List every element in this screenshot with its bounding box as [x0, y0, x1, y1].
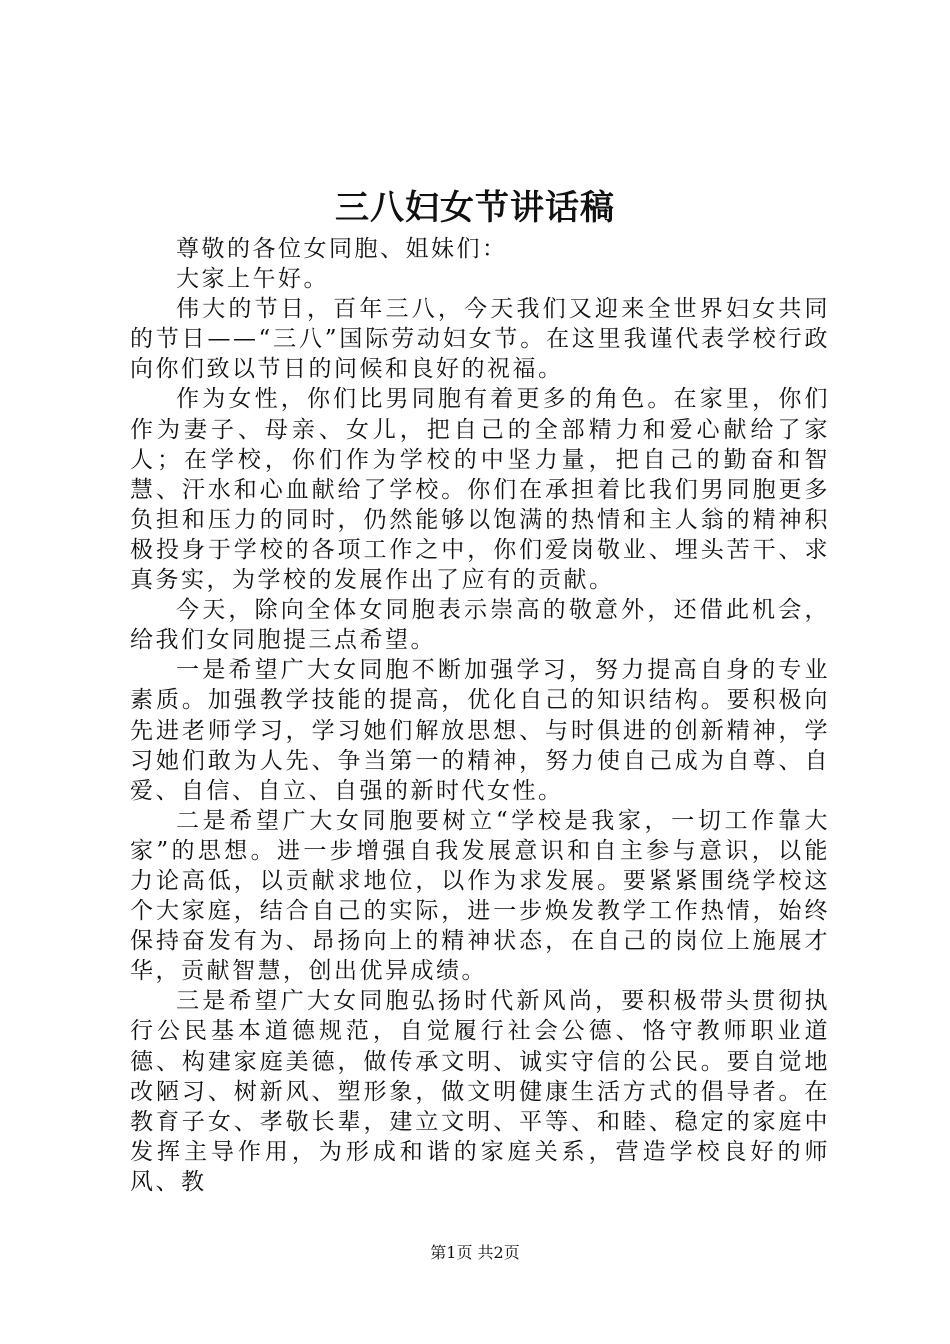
document-body: [130, 234, 830, 1197]
paragraph-salutation: 尊敬的各位女同胞、姐妹们：: [176, 236, 508, 262]
document-title: 三八妇女节讲话稿: [335, 188, 615, 228]
paragraph-hope-three: 三是希望广大女同胞弘扬时代新风尚，要积极带头贯彻执行公民基本道德规范，自觉履行社会公德、恪守教师职业道德、构建家庭美德，做传承文明、诚实守信的公民。要自觉地改陋习、树新风、塑形象，做文明健康生活方式的倡导者。在教育子女、孝敬长辈，建立文明、平等、和睦、稳定的家庭中发挥主导作用，为形成和谐的家庭关系，营造学校良好的师风、教: [130, 988, 830, 1195]
paragraph-hopes-intro: 今天，除向全体女同胞表示崇高的敬意外，还借此机会，给我们女同胞提三点希望。: [130, 597, 830, 654]
paragraph-roles: 作为女性，你们比男同胞有着更多的角色。在家里，你们作为妻子、母亲、女儿，把自己的全部精力和爱心献给了家人；在学校，你们作为学校的中坚力量，把自己的勤奋和智慧、汗水和心血献给了学校。你们在承担着比我们男同胞更多负担和压力的同时，仍然能够以饱满的热情和主人翁的精神积极投身于学校的各项工作之中，你们爱岗敬业、埋头苦干、求真务实，为学校的发展作出了应有的贡献。: [130, 386, 830, 594]
page-number-footer: 第1页 共2页: [430, 1243, 520, 1262]
paragraph-festival: 伟大的节日，百年三八，今天我们又迎来全世界妇女共同的节日——“三八”国际劳动妇女节。在这里我谨代表学校行政向你们致以节日的问候和良好的祝福。: [130, 296, 830, 383]
paragraph-hope-one: 一是希望广大女同胞不断加强学习，努力提高自身的专业素质。加强教学技能的提高，优化自己的知识结构。要积极向先进老师学习，学习她们解放思想、与时俱进的创新精神，学习她们敢为人先、争当第一的精神，努力使自己成为自尊、自爱、自信、自立、自强的新时代女性。: [130, 657, 830, 804]
paragraph-hope-two: 二是希望广大女同胞要树立“学校是我家，一切工作靠大家”的思想。进一步增强自我发展意识和自主参与意识，以能力论高低，以贡献求地位，以作为求发展。要紧紧围绕学校这个大家庭，结合自己的实际，进一步焕发教学工作热情，始终保持奋发有为、昂扬向上的精神状态，在自己的岗位上施展才华，贡献智慧，创出优异成绩。: [130, 807, 830, 985]
paragraph-greeting: 大家上午好。: [176, 266, 329, 293]
